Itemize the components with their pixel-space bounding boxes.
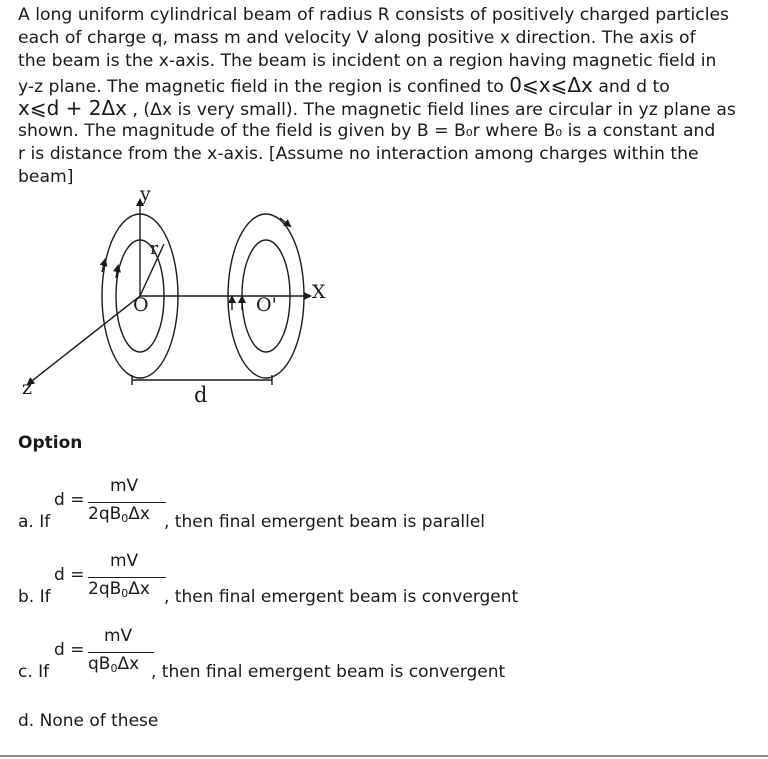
range-expression-1: 0⩽x⩽Δx <box>509 72 593 97</box>
d-label: d <box>194 383 208 407</box>
range-expression-2: x⩽d + 2Δx <box>18 95 128 120</box>
origin-o-label: O <box>133 294 149 316</box>
question-line-5-text: , (Δx is very small). The magnetic field lines are circular in yz plane as <box>127 99 736 120</box>
option-b[interactable] <box>18 547 538 607</box>
question-text <box>18 4 758 190</box>
option-c-label: c. If <box>18 662 50 682</box>
question-line-3: the beam is the x-axis. The beam is incident on a region having magnetic field in <box>18 51 717 72</box>
option-a-den-prefix: 2qB <box>88 504 122 524</box>
option-d-label: d. None of these <box>18 711 159 731</box>
option-a-numerator: mV <box>110 476 139 496</box>
question-line-8: beam] <box>18 167 74 188</box>
option-b-label: b. If <box>18 587 51 607</box>
z-axis-label: z <box>22 377 33 399</box>
option-c-den-prefix: qB <box>88 654 111 674</box>
magnetic-field-figure <box>14 180 344 410</box>
question-line-5 <box>18 97 758 120</box>
option-a-denominator <box>88 504 150 525</box>
x-axis-label: X <box>312 281 326 303</box>
question-line-7: r is distance from the x-axis. [Assume no interaction among charges within the <box>18 144 699 165</box>
origin-o-prime-label: O' <box>256 294 277 316</box>
question-line-6: shown. The magnitude of the field is given by B = B₀r where B₀ is a constant and <box>18 120 716 141</box>
option-b-den-prefix: 2qB <box>88 579 122 599</box>
options-heading: Option <box>18 433 83 453</box>
option-c-statement: , then final emergent beam is convergent <box>151 662 506 682</box>
bottom-divider <box>0 755 768 757</box>
y-axis-label: y <box>140 183 151 205</box>
option-b-statement: , then final emergent beam is convergent <box>164 587 519 607</box>
option-c-numerator: mV <box>104 626 133 646</box>
option-a-lhs: d = <box>54 490 85 510</box>
option-c[interactable] <box>18 622 538 682</box>
option-d[interactable] <box>18 711 158 731</box>
option-a-den-suffix: Δx <box>128 504 150 524</box>
option-c-denominator <box>88 654 139 675</box>
question-line-2: each of charge q, mass m and velocity V along positive x direction. The axis of <box>18 28 696 49</box>
question-line-4-text: y-z plane. The magnetic field in the region is confined to <box>18 76 510 97</box>
r-label: r <box>150 239 159 259</box>
option-b-den-suffix: Δx <box>128 579 150 599</box>
option-b-den-sub: 0 <box>121 587 129 600</box>
option-c-den-suffix: Δx <box>117 654 140 674</box>
option-b-denominator <box>88 579 150 600</box>
option-b-numerator: mV <box>110 551 139 571</box>
option-a-statement: , then final emergent beam is parallel <box>164 512 486 532</box>
option-a[interactable] <box>18 472 538 532</box>
option-c-lhs: d = <box>54 640 85 660</box>
option-a-den-sub: 0 <box>121 512 129 525</box>
question-line-1: A long uniform cylindrical beam of radius R consists of positively charged particles <box>18 5 729 25</box>
question-line-4 <box>18 74 758 97</box>
option-a-label: a. If <box>18 512 51 532</box>
option-b-lhs: d = <box>54 565 85 585</box>
option-c-den-sub: 0 <box>110 662 118 675</box>
question-line-4-tail: and d to <box>592 76 670 97</box>
